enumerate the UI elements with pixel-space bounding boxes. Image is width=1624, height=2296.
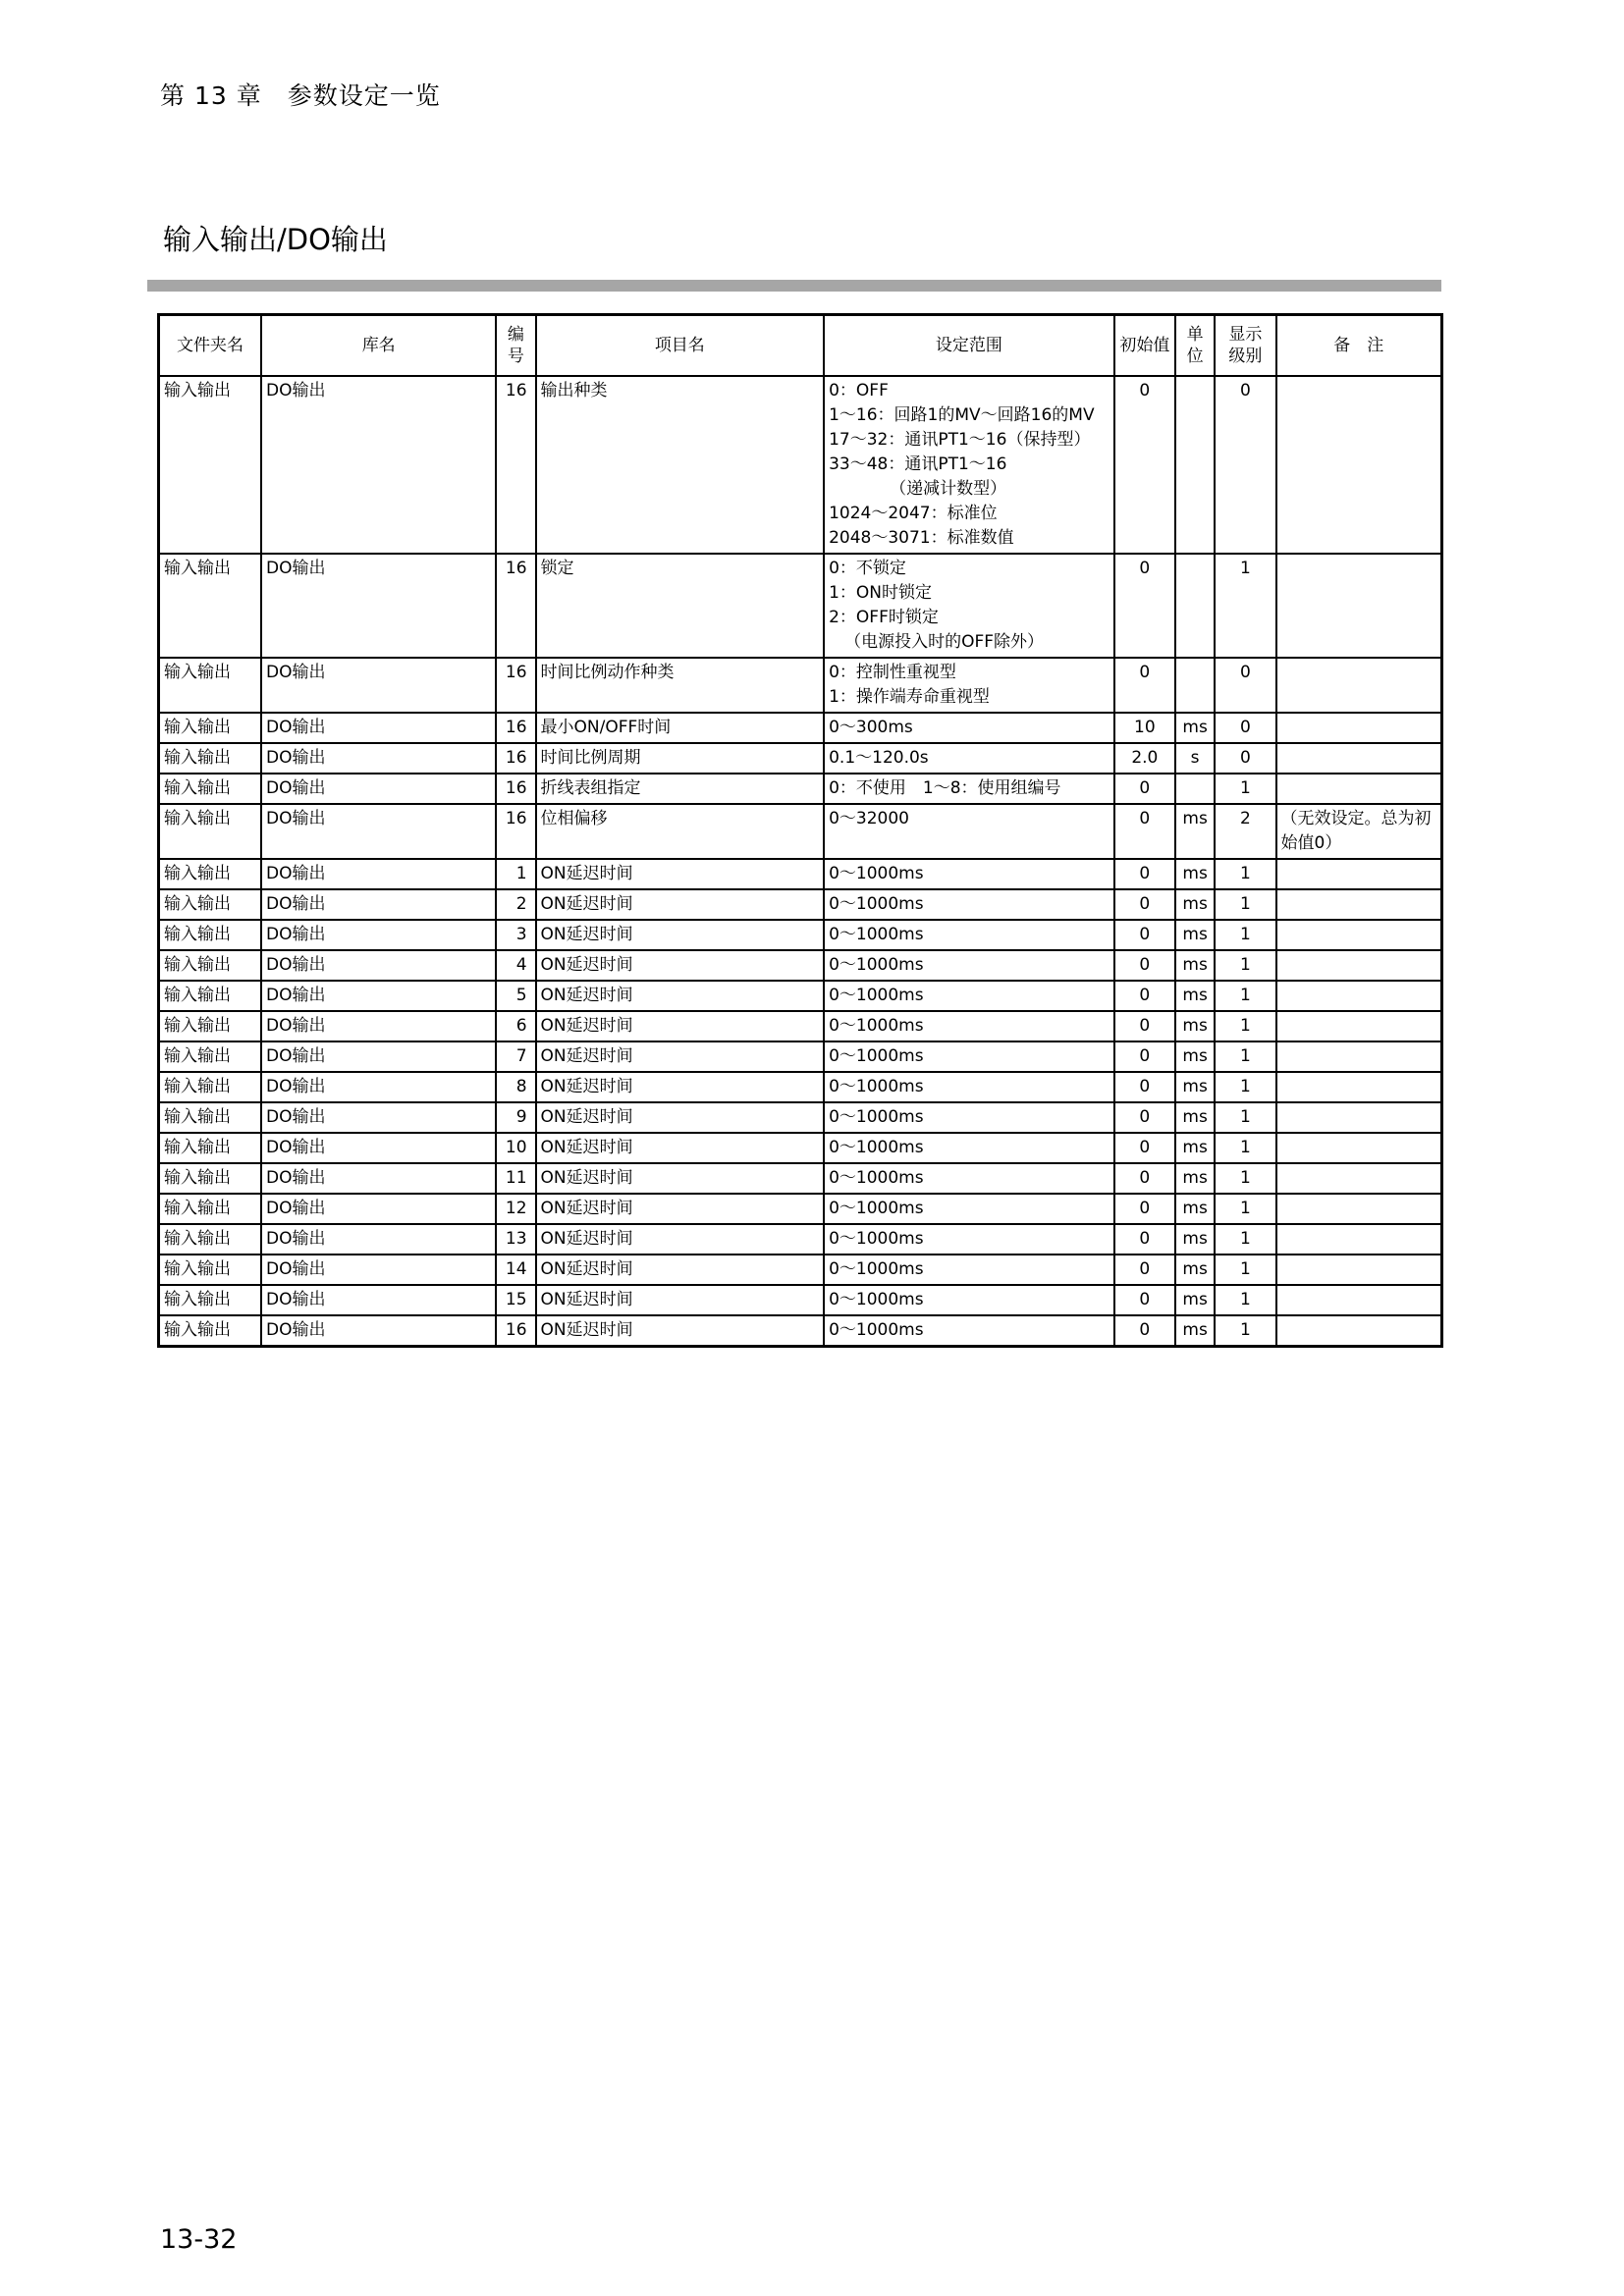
cell-unit: ms — [1175, 1163, 1215, 1194]
cell-number: 4 — [496, 950, 535, 981]
range-line: 0：不使用 1～8：使用组编号 — [829, 778, 1061, 798]
cell-range — [824, 376, 1114, 554]
cell-initial: 0 — [1114, 1315, 1175, 1347]
cell-library: DO输出 — [261, 950, 496, 981]
cell-initial: 0 — [1114, 658, 1175, 713]
cell-note: （无效设定。总为初始值0） — [1276, 804, 1442, 859]
table-header-row — [159, 315, 1442, 377]
cell-range — [824, 1224, 1114, 1255]
cell-note — [1276, 713, 1442, 743]
table-row — [159, 1041, 1442, 1072]
table-row — [159, 1315, 1442, 1347]
cell-display-level: 1 — [1215, 1011, 1275, 1041]
cell-initial: 0 — [1114, 950, 1175, 981]
cell-number: 16 — [496, 713, 535, 743]
page-number: 13-32 — [160, 2224, 238, 2255]
col-header-unit: 单位 — [1175, 315, 1215, 377]
table-row — [159, 774, 1442, 804]
cell-unit — [1175, 554, 1215, 658]
cell-item: ON延迟时间 — [536, 950, 825, 981]
cell-note — [1276, 859, 1442, 889]
cell-note — [1276, 1133, 1442, 1163]
cell-item: 输出种类 — [536, 376, 825, 554]
cell-number: 6 — [496, 1011, 535, 1041]
cell-item: ON延迟时间 — [536, 889, 825, 920]
cell-folder: 输入输出 — [159, 1041, 262, 1072]
cell-range — [824, 981, 1114, 1011]
cell-unit: ms — [1175, 1011, 1215, 1041]
cell-unit — [1175, 774, 1215, 804]
cell-item: ON延迟时间 — [536, 1285, 825, 1315]
range-line: 2048～3071：标准数值 — [829, 528, 1014, 548]
cell-number: 16 — [496, 376, 535, 554]
cell-number: 7 — [496, 1041, 535, 1072]
cell-display-level: 0 — [1215, 376, 1275, 554]
table-row — [159, 804, 1442, 859]
table-row — [159, 1011, 1442, 1041]
cell-item: ON延迟时间 — [536, 1194, 825, 1224]
cell-number: 16 — [496, 1315, 535, 1347]
cell-display-level: 1 — [1215, 1255, 1275, 1285]
cell-item: ON延迟时间 — [536, 1133, 825, 1163]
cell-unit — [1175, 658, 1215, 713]
cell-range — [824, 658, 1114, 713]
cell-initial: 0 — [1114, 1041, 1175, 1072]
table-row — [159, 859, 1442, 889]
cell-initial: 0 — [1114, 804, 1175, 859]
cell-note — [1276, 920, 1442, 950]
range-line: 0～1000ms — [829, 1320, 924, 1340]
parameter-table — [157, 313, 1443, 1348]
range-line: 0.1～120.0s — [829, 748, 929, 768]
cell-library: DO输出 — [261, 1285, 496, 1315]
cell-range — [824, 859, 1114, 889]
cell-note — [1276, 774, 1442, 804]
cell-display-level: 1 — [1215, 1194, 1275, 1224]
range-line: 0～1000ms — [829, 955, 924, 975]
cell-folder: 输入输出 — [159, 743, 262, 774]
cell-initial: 0 — [1114, 1224, 1175, 1255]
table-row — [159, 981, 1442, 1011]
cell-folder: 输入输出 — [159, 950, 262, 981]
cell-unit: ms — [1175, 713, 1215, 743]
cell-number: 16 — [496, 743, 535, 774]
table-row — [159, 376, 1442, 554]
range-line: 0～1000ms — [829, 894, 924, 914]
range-line: 0～1000ms — [829, 986, 924, 1005]
range-line: 0～1000ms — [829, 1077, 924, 1096]
cell-library: DO输出 — [261, 1163, 496, 1194]
chapter-header: 第 13 章 参数设定一览 — [160, 81, 441, 110]
range-line: 1：ON时锁定 — [829, 583, 933, 603]
cell-initial: 0 — [1114, 889, 1175, 920]
cell-item: ON延迟时间 — [536, 1011, 825, 1041]
cell-note — [1276, 950, 1442, 981]
cell-folder: 输入输出 — [159, 658, 262, 713]
cell-number: 2 — [496, 889, 535, 920]
cell-initial: 0 — [1114, 1102, 1175, 1133]
cell-initial: 0 — [1114, 1072, 1175, 1102]
table-row — [159, 1194, 1442, 1224]
cell-range — [824, 1285, 1114, 1315]
cell-item: ON延迟时间 — [536, 1255, 825, 1285]
cell-item: ON延迟时间 — [536, 1041, 825, 1072]
col-header-display-level-line2: 级别 — [1228, 347, 1263, 366]
cell-item: ON延迟时间 — [536, 859, 825, 889]
cell-library: DO输出 — [261, 658, 496, 713]
cell-folder: 输入输出 — [159, 713, 262, 743]
range-line: 0～1000ms — [829, 925, 924, 944]
cell-number: 14 — [496, 1255, 535, 1285]
range-line: 0～300ms — [829, 718, 913, 737]
cell-range — [824, 804, 1114, 859]
cell-unit: ms — [1175, 1315, 1215, 1347]
cell-library: DO输出 — [261, 1102, 496, 1133]
table-row — [159, 920, 1442, 950]
cell-note — [1276, 658, 1442, 713]
cell-library: DO输出 — [261, 1255, 496, 1285]
cell-display-level: 1 — [1215, 1102, 1275, 1133]
cell-initial: 0 — [1114, 774, 1175, 804]
cell-note — [1276, 1224, 1442, 1255]
cell-note — [1276, 1163, 1442, 1194]
cell-number: 16 — [496, 804, 535, 859]
cell-library: DO输出 — [261, 713, 496, 743]
cell-display-level: 1 — [1215, 554, 1275, 658]
cell-initial: 0 — [1114, 981, 1175, 1011]
cell-folder: 输入输出 — [159, 376, 262, 554]
cell-unit: ms — [1175, 1133, 1215, 1163]
cell-library: DO输出 — [261, 376, 496, 554]
cell-library: DO输出 — [261, 804, 496, 859]
range-line: （电源投入时的OFF除外） — [844, 632, 1045, 652]
section-divider — [147, 280, 1441, 292]
cell-range — [824, 713, 1114, 743]
table-row — [159, 1072, 1442, 1102]
cell-folder: 输入输出 — [159, 920, 262, 950]
cell-folder: 输入输出 — [159, 1163, 262, 1194]
cell-unit: ms — [1175, 889, 1215, 920]
cell-initial: 0 — [1114, 1011, 1175, 1041]
range-line: （递减计数型） — [890, 479, 1007, 499]
cell-number: 3 — [496, 920, 535, 950]
cell-range — [824, 743, 1114, 774]
cell-note — [1276, 981, 1442, 1011]
table-row — [159, 713, 1442, 743]
range-line: 0～1000ms — [829, 1229, 924, 1249]
range-line: 17～32：通讯PT1～16（保持型） — [829, 430, 1091, 450]
cell-folder: 输入输出 — [159, 1011, 262, 1041]
cell-number: 12 — [496, 1194, 535, 1224]
cell-library: DO输出 — [261, 774, 496, 804]
cell-folder: 输入输出 — [159, 1194, 262, 1224]
cell-library: DO输出 — [261, 1133, 496, 1163]
cell-library: DO输出 — [261, 554, 496, 658]
cell-display-level: 1 — [1215, 1224, 1275, 1255]
cell-unit: ms — [1175, 1194, 1215, 1224]
cell-item: ON延迟时间 — [536, 920, 825, 950]
cell-unit: ms — [1175, 1041, 1215, 1072]
cell-number: 16 — [496, 774, 535, 804]
cell-library: DO输出 — [261, 889, 496, 920]
range-line: 1～16：回路1的MV～回路16的MV — [829, 405, 1095, 425]
cell-number: 16 — [496, 554, 535, 658]
cell-display-level: 1 — [1215, 950, 1275, 981]
cell-range — [824, 554, 1114, 658]
range-line: 0～1000ms — [829, 864, 924, 883]
cell-folder: 输入输出 — [159, 981, 262, 1011]
cell-unit: ms — [1175, 1224, 1215, 1255]
cell-unit: ms — [1175, 859, 1215, 889]
col-header-item: 项目名 — [536, 315, 825, 377]
cell-display-level: 1 — [1215, 1315, 1275, 1347]
range-line: 0～1000ms — [829, 1168, 924, 1188]
cell-number: 1 — [496, 859, 535, 889]
cell-initial: 10 — [1114, 713, 1175, 743]
cell-folder: 输入输出 — [159, 1224, 262, 1255]
cell-range — [824, 1194, 1114, 1224]
cell-initial: 0 — [1114, 1133, 1175, 1163]
cell-item: 折线表组指定 — [536, 774, 825, 804]
cell-library: DO输出 — [261, 1011, 496, 1041]
cell-initial: 0 — [1114, 1255, 1175, 1285]
cell-range — [824, 950, 1114, 981]
cell-unit: ms — [1175, 1102, 1215, 1133]
cell-display-level: 1 — [1215, 1163, 1275, 1194]
cell-number: 9 — [496, 1102, 535, 1133]
cell-unit — [1175, 376, 1215, 554]
cell-folder: 输入输出 — [159, 804, 262, 859]
cell-folder: 输入输出 — [159, 1133, 262, 1163]
cell-initial: 0 — [1114, 1285, 1175, 1315]
cell-display-level: 0 — [1215, 743, 1275, 774]
range-line: 1024～2047：标准位 — [829, 504, 998, 523]
cell-unit: ms — [1175, 804, 1215, 859]
cell-range — [824, 1072, 1114, 1102]
cell-item: 时间比例动作种类 — [536, 658, 825, 713]
cell-range — [824, 889, 1114, 920]
cell-library: DO输出 — [261, 859, 496, 889]
col-header-folder: 文件夹名 — [159, 315, 262, 377]
cell-item: ON延迟时间 — [536, 1163, 825, 1194]
range-line: 0～1000ms — [829, 1199, 924, 1218]
table-row — [159, 889, 1442, 920]
cell-library: DO输出 — [261, 1194, 496, 1224]
table-row — [159, 1102, 1442, 1133]
cell-display-level: 1 — [1215, 1133, 1275, 1163]
col-header-library: 库名 — [261, 315, 496, 377]
cell-display-level: 1 — [1215, 889, 1275, 920]
cell-note — [1276, 376, 1442, 554]
col-header-initial: 初始值 — [1114, 315, 1175, 377]
cell-display-level: 1 — [1215, 1072, 1275, 1102]
cell-unit: ms — [1175, 1072, 1215, 1102]
cell-unit: s — [1175, 743, 1215, 774]
range-line: 0～1000ms — [829, 1107, 924, 1127]
cell-item: ON延迟时间 — [536, 1072, 825, 1102]
cell-note — [1276, 1285, 1442, 1315]
cell-library: DO输出 — [261, 743, 496, 774]
cell-note — [1276, 1194, 1442, 1224]
table-row — [159, 1133, 1442, 1163]
cell-folder: 输入输出 — [159, 774, 262, 804]
range-line: 0～1000ms — [829, 1138, 924, 1157]
cell-number: 13 — [496, 1224, 535, 1255]
range-line: 2：OFF时锁定 — [829, 608, 939, 627]
cell-range — [824, 1133, 1114, 1163]
cell-item: ON延迟时间 — [536, 1315, 825, 1347]
table-row — [159, 1163, 1442, 1194]
cell-folder: 输入输出 — [159, 1255, 262, 1285]
cell-display-level: 1 — [1215, 859, 1275, 889]
cell-library: DO输出 — [261, 1224, 496, 1255]
table-row — [159, 1224, 1442, 1255]
cell-note — [1276, 1072, 1442, 1102]
cell-range — [824, 774, 1114, 804]
cell-number: 15 — [496, 1285, 535, 1315]
cell-note — [1276, 1011, 1442, 1041]
cell-display-level: 1 — [1215, 920, 1275, 950]
cell-folder: 输入输出 — [159, 1102, 262, 1133]
cell-unit: ms — [1175, 1255, 1215, 1285]
table-row — [159, 554, 1442, 658]
cell-folder: 输入输出 — [159, 1072, 262, 1102]
cell-library: DO输出 — [261, 1041, 496, 1072]
cell-unit: ms — [1175, 920, 1215, 950]
cell-item: ON延迟时间 — [536, 1102, 825, 1133]
cell-range — [824, 1011, 1114, 1041]
cell-display-level: 1 — [1215, 1285, 1275, 1315]
cell-item: 最小ON/OFF时间 — [536, 713, 825, 743]
range-line: 0～1000ms — [829, 1290, 924, 1309]
table-row — [159, 1285, 1442, 1315]
range-line: 0：OFF — [829, 381, 889, 400]
table-body — [159, 376, 1442, 1347]
cell-number: 11 — [496, 1163, 535, 1194]
cell-note — [1276, 1255, 1442, 1285]
table-row — [159, 950, 1442, 981]
range-line: 0：不锁定 — [829, 559, 906, 578]
cell-note — [1276, 1315, 1442, 1347]
cell-range — [824, 1041, 1114, 1072]
cell-folder: 输入输出 — [159, 859, 262, 889]
cell-library: DO输出 — [261, 1315, 496, 1347]
table-row — [159, 658, 1442, 713]
cell-initial: 2.0 — [1114, 743, 1175, 774]
cell-item: ON延迟时间 — [536, 1224, 825, 1255]
cell-unit: ms — [1175, 950, 1215, 981]
cell-library: DO输出 — [261, 1072, 496, 1102]
cell-range — [824, 1255, 1114, 1285]
cell-display-level: 1 — [1215, 774, 1275, 804]
cell-range — [824, 1315, 1114, 1347]
cell-range — [824, 920, 1114, 950]
cell-display-level: 2 — [1215, 804, 1275, 859]
range-line: 0：控制性重视型 — [829, 663, 956, 682]
col-header-display-level — [1215, 315, 1275, 377]
range-line: 1：操作端寿命重视型 — [829, 687, 990, 707]
range-line: 0～1000ms — [829, 1046, 924, 1066]
cell-initial: 0 — [1114, 1194, 1175, 1224]
cell-note — [1276, 1102, 1442, 1133]
col-header-note: 备 注 — [1276, 315, 1442, 377]
cell-unit: ms — [1175, 1285, 1215, 1315]
cell-note — [1276, 1041, 1442, 1072]
cell-initial: 0 — [1114, 920, 1175, 950]
range-line: 0～1000ms — [829, 1016, 924, 1036]
col-header-number: 编号 — [496, 315, 535, 377]
range-line: 33～48：通讯PT1～16 — [829, 454, 1007, 474]
cell-number: 10 — [496, 1133, 535, 1163]
cell-display-level: 0 — [1215, 658, 1275, 713]
cell-item: 锁定 — [536, 554, 825, 658]
range-line: 0～1000ms — [829, 1259, 924, 1279]
cell-display-level: 0 — [1215, 713, 1275, 743]
cell-initial: 0 — [1114, 1163, 1175, 1194]
cell-display-level: 1 — [1215, 1041, 1275, 1072]
cell-item: ON延迟时间 — [536, 981, 825, 1011]
section-title: 输入输出/DO输出 — [163, 223, 388, 256]
cell-number: 5 — [496, 981, 535, 1011]
col-header-range: 设定范围 — [824, 315, 1114, 377]
cell-folder: 输入输出 — [159, 889, 262, 920]
cell-note — [1276, 743, 1442, 774]
range-line: 0～32000 — [829, 809, 909, 828]
cell-item: 时间比例周期 — [536, 743, 825, 774]
cell-note — [1276, 889, 1442, 920]
cell-note — [1276, 554, 1442, 658]
table-row — [159, 1255, 1442, 1285]
cell-range — [824, 1163, 1114, 1194]
cell-item: 位相偏移 — [536, 804, 825, 859]
cell-folder: 输入输出 — [159, 554, 262, 658]
cell-range — [824, 1102, 1114, 1133]
cell-number: 8 — [496, 1072, 535, 1102]
cell-initial: 0 — [1114, 376, 1175, 554]
cell-folder: 输入输出 — [159, 1315, 262, 1347]
cell-unit: ms — [1175, 981, 1215, 1011]
cell-display-level: 1 — [1215, 981, 1275, 1011]
cell-library: DO输出 — [261, 981, 496, 1011]
col-header-display-level-line1: 显示 — [1228, 325, 1263, 345]
table-row — [159, 743, 1442, 774]
cell-folder: 输入输出 — [159, 1285, 262, 1315]
cell-number: 16 — [496, 658, 535, 713]
cell-initial: 0 — [1114, 859, 1175, 889]
cell-library: DO输出 — [261, 920, 496, 950]
cell-initial: 0 — [1114, 554, 1175, 658]
